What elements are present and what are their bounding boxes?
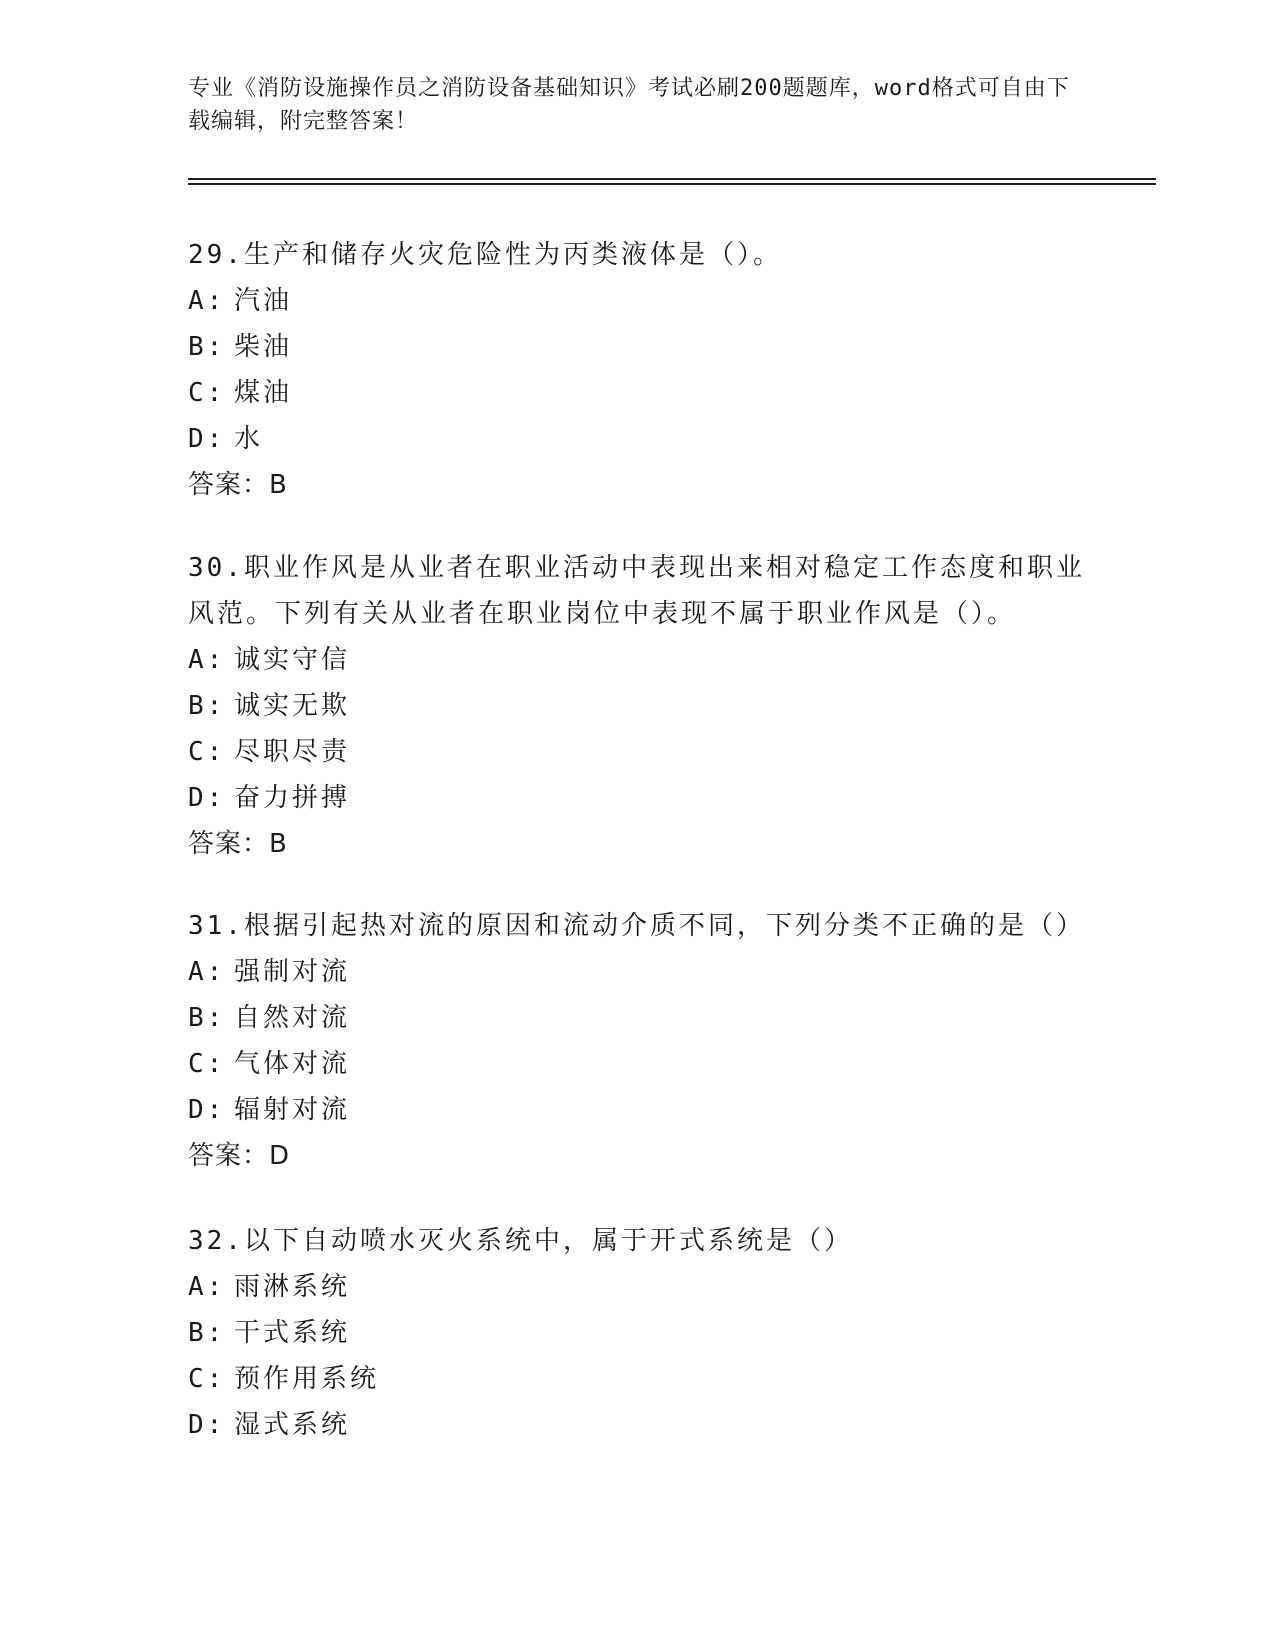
option-text: 强制对流 bbox=[234, 957, 351, 987]
option-a bbox=[188, 949, 1088, 995]
option-letter: C: bbox=[188, 1364, 226, 1394]
question-31 bbox=[188, 903, 1088, 1179]
question-29 bbox=[188, 232, 1088, 508]
option-c bbox=[188, 1356, 1088, 1402]
question-text: 32.以下自动喷水灭火系统中，属于开式系统是（） bbox=[188, 1226, 853, 1256]
question-32 bbox=[188, 1218, 1088, 1448]
header-rule-top bbox=[188, 178, 1156, 180]
option-letter: C: bbox=[188, 1049, 226, 1079]
option-text: 辐射对流 bbox=[234, 1095, 351, 1125]
option-text: 尽职尽责 bbox=[234, 737, 351, 767]
option-d bbox=[188, 775, 1088, 821]
option-text: 预作用系统 bbox=[234, 1364, 380, 1394]
option-letter: A: bbox=[188, 645, 226, 675]
option-d bbox=[188, 1402, 1088, 1448]
header-rule-bottom bbox=[188, 183, 1156, 185]
option-letter: B: bbox=[188, 691, 226, 721]
option-letter: B: bbox=[188, 1003, 226, 1033]
option-text: 诚实守信 bbox=[234, 645, 351, 675]
question-text: 29.生产和储存火灾危险性为丙类液体是（）。 bbox=[188, 240, 782, 270]
option-text: 煤油 bbox=[234, 378, 293, 408]
option-b bbox=[188, 683, 1088, 729]
option-a bbox=[188, 637, 1088, 683]
answer-line: 答案：D bbox=[188, 1141, 291, 1171]
option-text: 湿式系统 bbox=[234, 1410, 351, 1440]
option-a bbox=[188, 1264, 1088, 1310]
option-text: 雨淋系统 bbox=[234, 1272, 351, 1302]
option-d bbox=[188, 416, 1088, 462]
option-b bbox=[188, 324, 1088, 370]
option-letter: C: bbox=[188, 378, 226, 408]
answer-line: 答案：B bbox=[188, 470, 288, 500]
option-letter: C: bbox=[188, 737, 226, 767]
option-letter: A: bbox=[188, 1272, 226, 1302]
option-c bbox=[188, 1041, 1088, 1087]
option-letter: D: bbox=[188, 424, 226, 454]
option-text: 水 bbox=[234, 424, 264, 454]
option-letter: A: bbox=[188, 286, 226, 316]
option-letter: D: bbox=[188, 1095, 226, 1125]
option-text: 自然对流 bbox=[234, 1003, 351, 1033]
option-b bbox=[188, 1310, 1088, 1356]
option-text: 奋力拼搏 bbox=[234, 783, 351, 813]
option-d bbox=[188, 1087, 1088, 1133]
option-text: 干式系统 bbox=[234, 1318, 351, 1348]
option-letter: B: bbox=[188, 1318, 226, 1348]
question-text: 30.职业作风是从业者在职业活动中表现出来相对稳定工作态度和职业风范。下列有关从业者在职业岗位中表现不属于职业作风是（）。 bbox=[188, 553, 1085, 629]
option-letter: D: bbox=[188, 783, 226, 813]
question-text: 31.根据引起热对流的原因和流动介质不同，下列分类不正确的是（） bbox=[188, 911, 1085, 941]
option-text: 柴油 bbox=[234, 332, 293, 362]
option-b bbox=[188, 995, 1088, 1041]
option-text: 气体对流 bbox=[234, 1049, 351, 1079]
option-letter: B: bbox=[188, 332, 226, 362]
option-letter: D: bbox=[188, 1410, 226, 1440]
option-text: 诚实无欺 bbox=[234, 691, 351, 721]
question-30 bbox=[188, 545, 1088, 867]
document-header: 专业《消防设施操作员之消防设备基础知识》考试必刷200题题库，word格式可自由下载编辑，附完整答案！ bbox=[188, 76, 1070, 134]
answer-line: 答案：B bbox=[188, 829, 288, 859]
option-text: 汽油 bbox=[234, 286, 293, 316]
option-c bbox=[188, 370, 1088, 416]
option-a bbox=[188, 278, 1088, 324]
option-c bbox=[188, 729, 1088, 775]
option-letter: A: bbox=[188, 957, 226, 987]
